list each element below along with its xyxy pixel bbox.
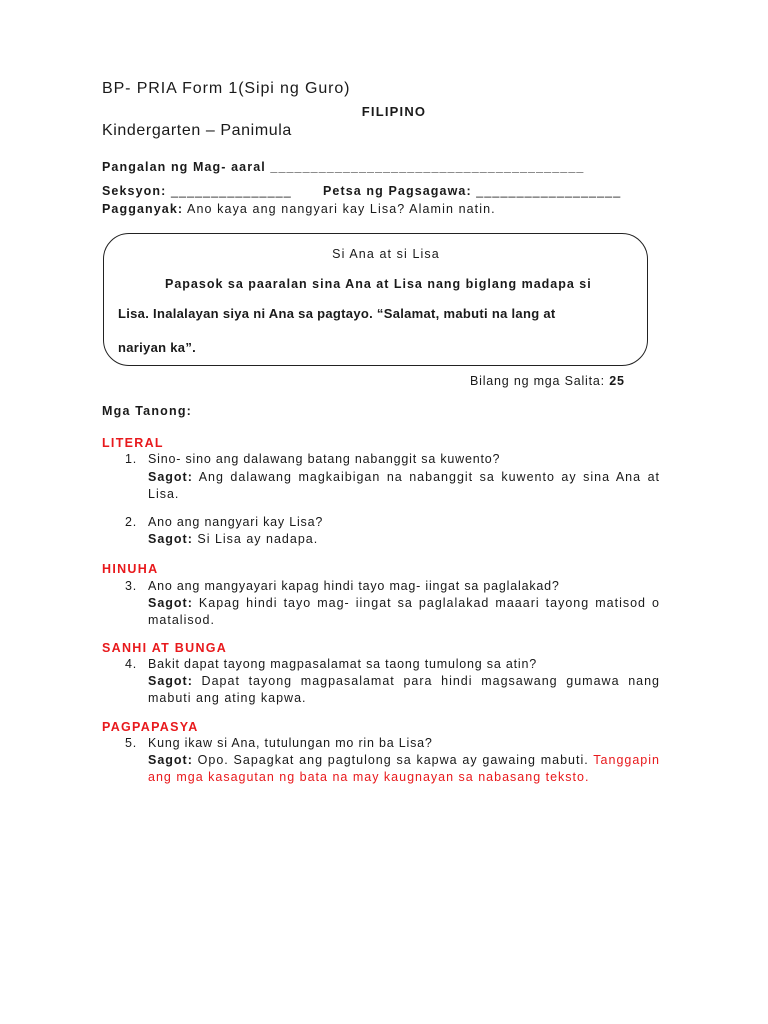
section-heading-sanhi-at-bunga: SANHI AT BUNGA xyxy=(102,641,228,655)
date-label: Petsa ng Pagsagawa: xyxy=(323,184,472,198)
motivation-text: Ano kaya ang nangyari kay Lisa? Alamin natin. xyxy=(183,202,496,216)
date-field xyxy=(323,184,621,198)
question-number: 3. xyxy=(125,579,138,593)
answer-label: Sagot: xyxy=(148,532,193,546)
question-number: 1. xyxy=(125,452,138,466)
answer-text: Si Lisa ay nadapa. xyxy=(192,532,319,546)
answer xyxy=(148,531,660,548)
answer-label: Sagot: xyxy=(148,596,193,610)
question-text: Kung ikaw si Ana, tutulungan mo rin ba Lisa? xyxy=(148,736,433,750)
level-subtitle: Kindergarten – Panimula xyxy=(102,122,292,139)
subject-title: FILIPINO xyxy=(361,104,427,119)
motivation-line xyxy=(102,202,496,216)
question-number: 5. xyxy=(125,736,138,750)
word-count-value: 25 xyxy=(609,374,625,388)
section-blank: _______________ xyxy=(166,184,292,198)
word-count xyxy=(470,374,625,388)
question-text: Ano ang nangyari kay Lisa? xyxy=(148,515,324,529)
question-text: Bakit dapat tayong magpasalamat sa taong tumulong sa atin? xyxy=(148,657,537,671)
answer xyxy=(148,673,660,706)
student-name-field xyxy=(102,160,584,174)
question-number: 2. xyxy=(125,515,138,529)
question-number: 4. xyxy=(125,657,138,671)
section-label: Seksyon: xyxy=(102,184,167,198)
story-text-line-1: Papasok sa paaralan sina Ana at Lisa nang biglang madapa si xyxy=(165,277,592,291)
form-title: BP- PRIA Form 1(Sipi ng Guro) xyxy=(102,80,351,97)
motivation-label: Pagganyak: xyxy=(102,202,184,216)
answer xyxy=(148,752,660,785)
section-field xyxy=(102,184,292,198)
student-name-blank: _______________________________________ xyxy=(265,160,585,174)
question-text: Ano ang mangyayari kapag hindi tayo mag- iingat sa paglalakad? xyxy=(148,579,560,593)
answer-text: Ang dalawang magkaibigan na nabanggit sa kuwento ay sina Ana at Lisa. xyxy=(148,470,660,501)
answer xyxy=(148,469,660,502)
questions-heading: Mga Tanong: xyxy=(102,404,193,418)
answer-label: Sagot: xyxy=(148,753,193,767)
answer-text: Opo. Sapagkat ang pagtulong sa kapwa ay gawaing mabuti. xyxy=(192,753,589,767)
section-heading-hinuha: HINUHA xyxy=(102,562,159,576)
answer-text: Kapag hindi tayo mag- iingat sa paglalakad maaari tayong matisod o matalisod. xyxy=(148,596,660,627)
story-title: Si Ana at si Lisa xyxy=(332,247,440,261)
answer-label: Sagot: xyxy=(148,470,193,484)
answer-text: Dapat tayong magpasalamat para hindi magsawang gumawa nang mabuti ang ating kapwa. xyxy=(148,674,660,705)
section-heading-pagpapasya: PAGPAPASYA xyxy=(102,720,199,734)
story-text-line-2: Lisa. Inalalayan siya ni Ana sa pagtayo. “Salamat, mabuti na lang at xyxy=(118,306,556,321)
question-text: Sino- sino ang dalawang batang nabanggit sa kuwento? xyxy=(148,452,501,466)
date-blank: __________________ xyxy=(471,184,622,198)
answer-label: Sagot: xyxy=(148,674,193,688)
answer xyxy=(148,595,660,628)
section-heading-literal: LITERAL xyxy=(102,436,164,450)
teacher-note: Tanggapin ang mga kasagutan ng bata na may kaugnayan sa nabasang teksto. xyxy=(148,753,660,784)
word-count-label: Bilang ng mga Salita: xyxy=(470,374,605,388)
story-text-line-3: nariyan ka”. xyxy=(118,340,197,355)
student-name-label: Pangalan ng Mag- aaral xyxy=(102,160,266,174)
